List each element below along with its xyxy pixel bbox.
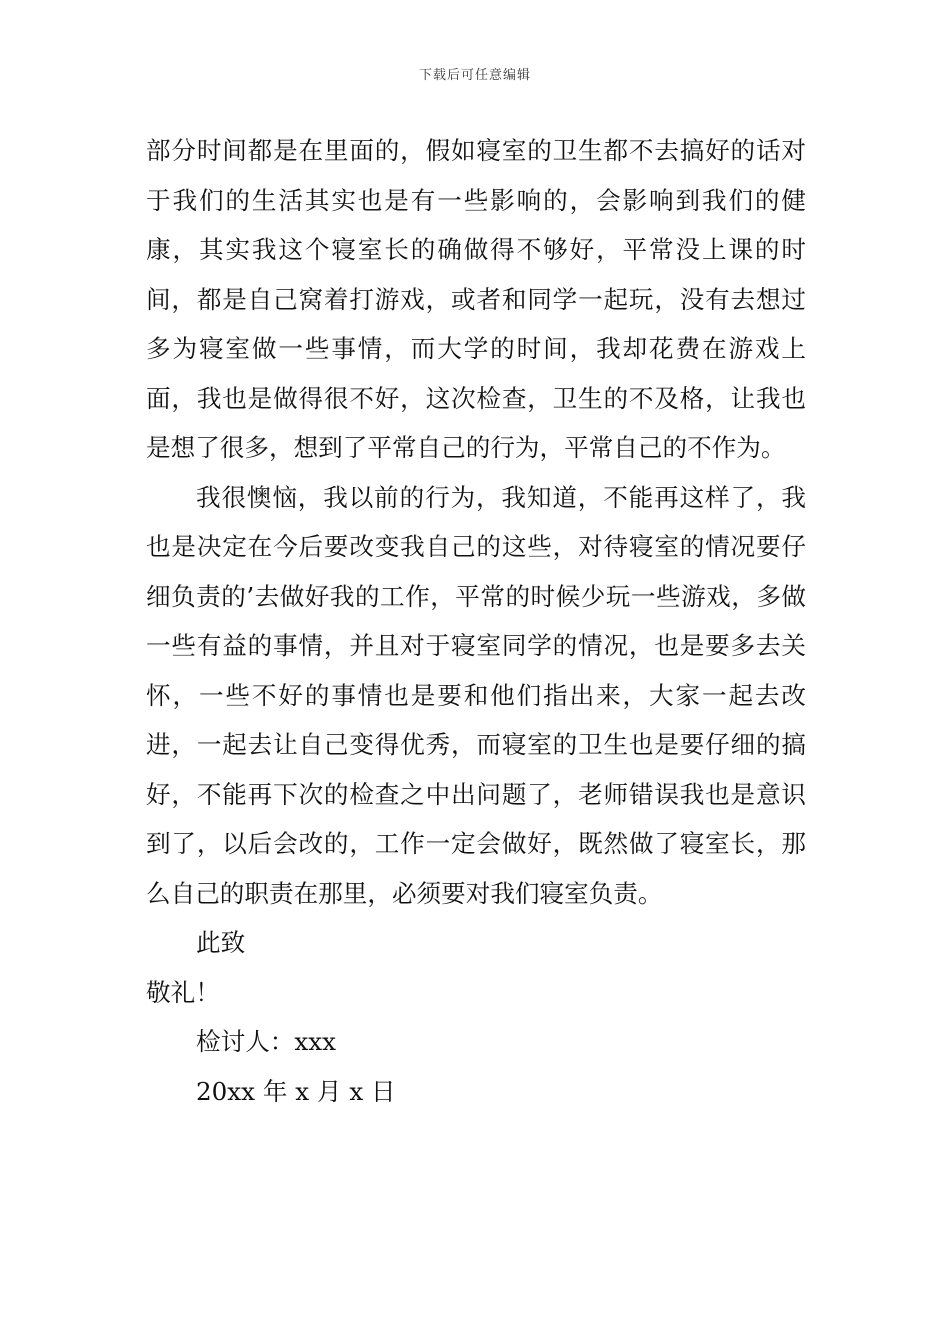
paragraph-1: 部分时间都是在里面的，假如寝室的卫生都不去搞好的话对于我们的生活其实也是有一些影响的，会影响到我们的健康，其实我这个寝室长的确做得不够好，平常没上课的时间，都是自己窝着打游戏，或者和同学一起玩，没有去想过多为寝室做一些事情，而大学的时间，我却花费在游戏上面，我也是做得很不好，这次检查，卫生的不及格，让我也是想了很多，想到了平常自己的行为，平常自己的不作为。: [146, 136, 806, 462]
salutation-line: 敬礼！: [146, 977, 220, 1007]
closing-line: 此致: [196, 928, 246, 957]
page-header-note: 下载后可任意编辑: [418, 68, 531, 83]
date-line: 20xx 年 x 月 x 日: [196, 1076, 396, 1106]
paragraph-2: 我很懊恼，我以前的行为，我知道，不能再这样了，我也是决定在今后要改变我自己的这些，对待寝室的情况要仔细负责的’去做好我的工作，平常的时候少玩一些游戏，多做一些有益的事情，并且对于寝室同学的情况，也是要多去关怀，一些不好的事情也是要和他们指出来，大家一起去改进，一起去让自己变得优秀，而寝室的卫生也是要仔细的搞好，不能再下次的检查之中出问题了，老师错误我也是意识到了，以后会改的，工作一定会做好，既然做了寝室长，那么自己的职责在那里，必须要对我们寝室负责。: [146, 482, 806, 908]
signer-line: 检讨人：xxx: [196, 1027, 336, 1056]
letter-body: [146, 126, 806, 1116]
